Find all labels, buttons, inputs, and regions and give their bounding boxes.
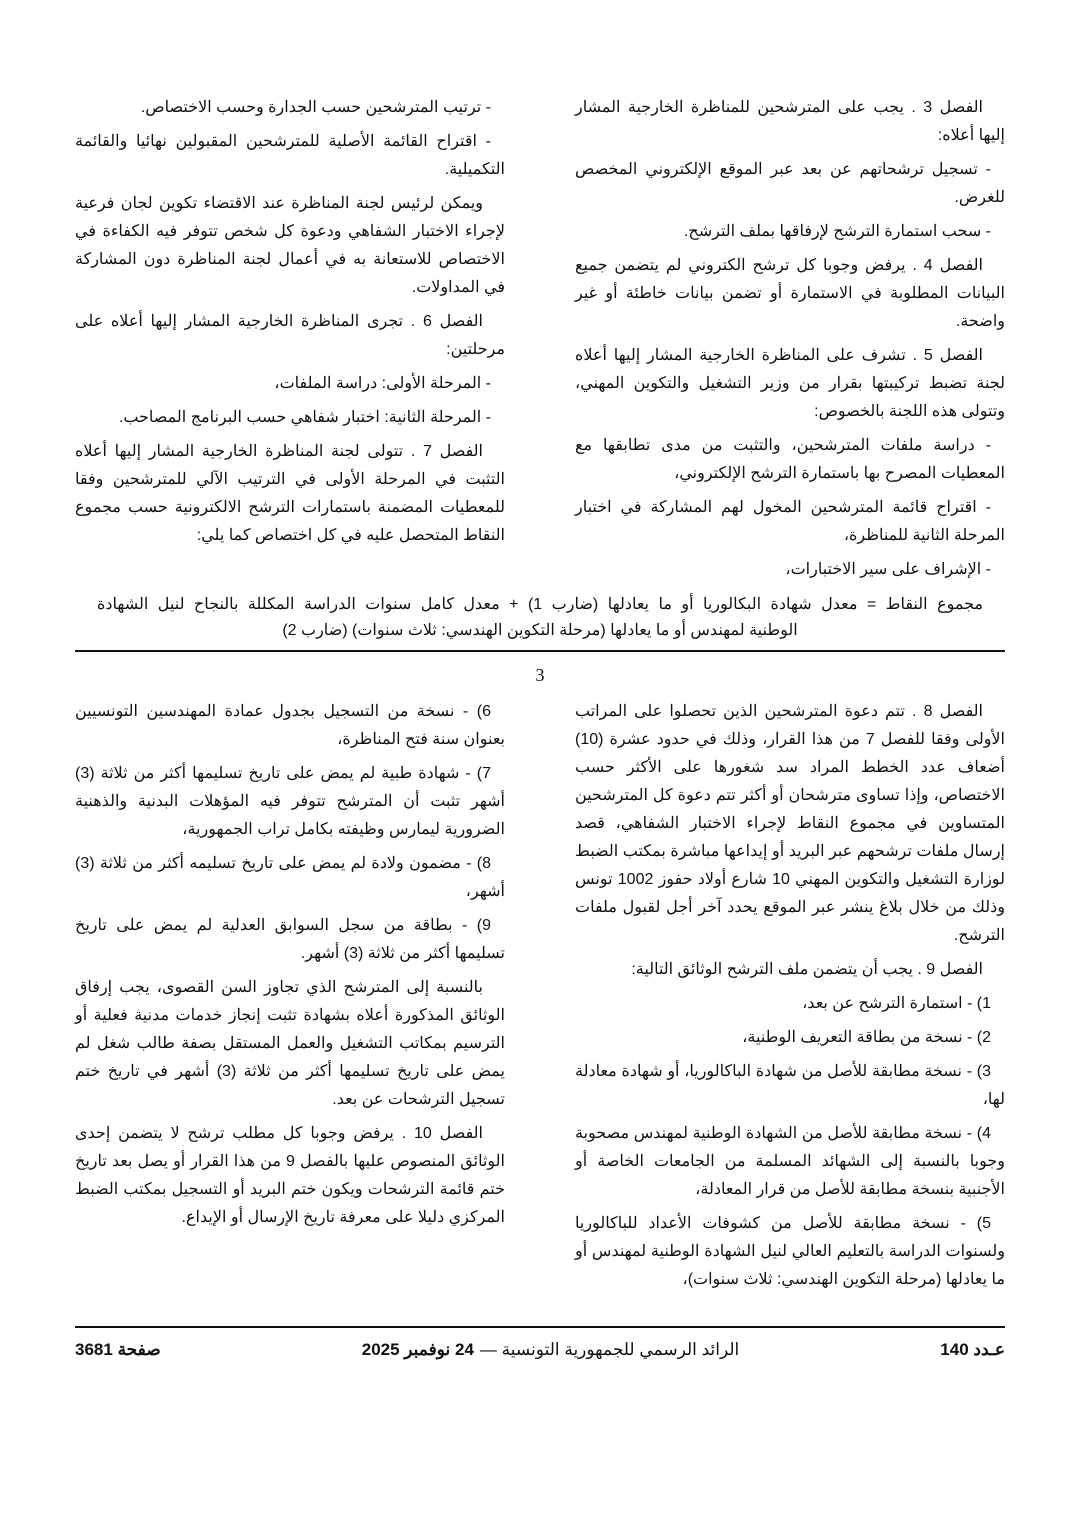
list-item: - دراسة ملفات المترشحين، والتثبت من مدى تطابقها مع المعطيات المصرح بها باستمارة الترشح الإلكتروني، (575, 437, 1005, 482)
gazette-page (75, 0, 1005, 1402)
article-10: الفصل 10 . يرفض وجوبا كل مطلب ترشح لا يتضمن إحدى الوثائق المنصوص عليها بالفصل 9 من هذا القرار أو يصل بعد تاريخ ختم قائمة الترشحات ويكون ختم البريد أو التسجيل بمكتب الضبط المركزي دليلا على معرفة تاريخ الإرسال أو الإيداع. (75, 1125, 505, 1226)
list-item: 3) - نسخة مطابقة للأصل من شهادة الباكالوريا، أو شهادة معادلة لها، (575, 1063, 1005, 1108)
list-item: - اقتراح قائمة المترشحين المخول لهم المشاركة في اختبار المرحلة الثانية للمناظرة، (575, 499, 1005, 544)
article-6: الفصل 6 . تجرى المناظرة الخارجية المشار إليها أعلاه على مرحلتين: (75, 313, 505, 358)
points-formula (97, 592, 983, 644)
bottom-section (75, 698, 1005, 1300)
article-3: الفصل 3 . يجب على المترشحين للمناظرة الخارجية المشار إليها أعلاه: (575, 99, 1005, 144)
footer-divider (75, 1326, 1005, 1328)
list-item: 2) - نسخة من بطاقة التعريف الوطنية، (742, 1029, 991, 1046)
top-section (75, 94, 1005, 590)
footer-center (362, 1338, 740, 1362)
issue-number: عـدد 140 (940, 1340, 1005, 1359)
list-item: 4) - نسخة مطابقة للأصل من الشهادة الوطنية لمهندس مصحوبة وجوبا بالنسبة إلى الشهائد المسلمة من الجامعات الخاصة أو الأجنبية بنسخة مطابقة للأصل من قرار المعادلة، (575, 1125, 1005, 1198)
article-7: الفصل 7 . تتولى لجنة المناظرة الخارجية المشار إليها أعلاه التثبت في المرحلة الأولى في الترتيب الآلي للمترشحين وفقا للمعطيات المضمنة باستمارات الترشح الالكترونية حسب مجموع النقاط المتحصل عليه في كل اختصاص كما يلي: (75, 443, 505, 544)
list-item: 7) - شهادة طبية لم يمض على تاريخ تسليمها أكثر من ثلاثة (3) أشهر تثبت أن المترشح تتوفر فيه المؤهلات البدنية والذهنية الضرورية ليمارس وظيفته بكامل تراب الجمهورية، (75, 765, 505, 838)
paragraph: بالنسبة إلى المترشح الذي تجاوز السن القصوى، يجب إرفاق الوثائق المذكورة أعلاه بشهادة تثبت إنجاز خدمات مدنية فعلية أو الترسيم بمكاتب التشغيل والعمل المستقل بصفة طالب شغل لم يمض على تاريخ تسليمها أكثر من ثلاثة (3) أشهر في تاريخ ختم تسجيل الترشحات عن بعد. (75, 979, 505, 1108)
list-item: - المرحلة الثانية: اختبار شفاهي حسب البرنامج المصاحب. (118, 409, 491, 426)
paragraph: ويمكن لرئيس لجنة المناظرة عند الاقتضاء تكوين لجان فرعية لإجراء الاختبار الشفاهي ودعوة كل شخص تتوفر فيه الكفاءة في الاختصاص للاستعانة به في أعمال لجنة المناظرة دون المشاركة في المداولات. (75, 195, 505, 296)
list-item: 6) - نسخة من التسجيل بجدول عمادة المهندسين التونسيين بعنوان سنة فتح المناظرة، (75, 703, 505, 748)
top-left-column (75, 94, 505, 590)
list-item: - المرحلة الأولى: دراسة الملفات، (274, 375, 491, 392)
article-4: الفصل 4 . يرفض وجوبا كل ترشح الكتروني لم يتضمن جميع البيانات المطلوبة في الاستمارة أو تضمن بيانات خاطئة أو غير واضحة. (575, 257, 1005, 330)
formula-line-2: الوطنية لمهندس أو ما يعادلها (مرحلة التكوين الهندسي: ثلاث سنوات) (ضارب 2) (282, 622, 798, 639)
section-divider (75, 650, 1005, 652)
bottom-left-column (75, 698, 505, 1300)
article-9: الفصل 9 . يجب أن يتضمن ملف الترشح الوثائق التالية: (631, 961, 983, 978)
list-item: 9) - بطاقة من سجل السوابق العدلية لم يمض على تاريخ تسليمها أكثر من ثلاثة (3) أشهر. (75, 917, 505, 962)
article-5: الفصل 5 . تشرف على المناظرة الخارجية المشار إليها أعلاه لجنة تضبط تركيبتها بقرار من وزير التشغيل والتكوين المهني، وتتولى هذه اللجنة بالخصوص: (575, 347, 1005, 420)
bottom-right-column (575, 698, 1005, 1300)
section-number: 3 (535, 665, 545, 685)
list-item: - اقتراح القائمة الأصلية للمترشحين المقبولين نهائيا والقائمة التكميلية. (75, 133, 505, 178)
top-right-column (575, 94, 1005, 590)
page-number: صفحة 3681 (75, 1340, 161, 1359)
article-8: الفصل 8 . تتم دعوة المترشحين الذين تحصلوا على المراتب الأولى وفقا للفصل 7 من هذا القرار، وذلك في حدود عشرة (10) أضعاف عدد الخطط المراد سد شغورها على الأكثر حسب الاختصاص، وإذا تساوى مترشحان أو أكثر تتم دعوة كل المترشحين المتساوين في مجموع النقاط لإجراء الاختبار الشفاهي، قصد إرسال ملفات ترشحهم عبر البريد أو إيداعها مباشرة بمكتب الضبط لوزارة التشغيل والتكوين المهني 10 شارع أولاد حفوز 1002 تونس وذلك من خلال بلاغ ينشر عبر الموقع يحدد آخر أجل لقبول ملفات الترشح. (575, 703, 1006, 944)
list-item: - الإشراف على سير الاختبارات، (785, 561, 991, 578)
list-item: - سحب استمارة الترشح لإرفاقها بملف الترشح. (683, 223, 991, 240)
list-item: 1) - استمارة الترشح عن بعد، (802, 995, 991, 1012)
page-footer (75, 1338, 1005, 1362)
publication-date: 24 نوفمبر 2025 (361, 1340, 474, 1359)
list-item: 8) - مضمون ولادة لم يمض على تاريخ تسليمه أكثر من ثلاثة (3) أشهر، (75, 855, 505, 900)
list-item: 5) - نسخة مطابقة للأصل من كشوفات الأعداد للباكالوريا ولسنوات الدراسة بالتعليم العالي لنيل الشهادة الوطنية لمهندس أو ما يعادلها (مرحلة التكوين الهندسي: ثلاث سنوات)، (575, 1215, 1005, 1288)
formula-line-1: مجموع النقاط = معدل شهادة البكالوريا أو ما يعادلها (ضارب 1) + معدل كامل سنوات الدراسة المكللة بالنجاح لنيل الشهادة (97, 596, 983, 613)
list-item: - تسجيل ترشحاتهم عن بعد عبر الموقع الإلكتروني المخصص للغرض. (575, 161, 1005, 206)
gazette-title: الرائد الرسمي للجمهورية التونسية — (479, 1340, 740, 1359)
list-item: - ترتيب المترشحين حسب الجدارة وحسب الاختصاص. (140, 99, 491, 116)
